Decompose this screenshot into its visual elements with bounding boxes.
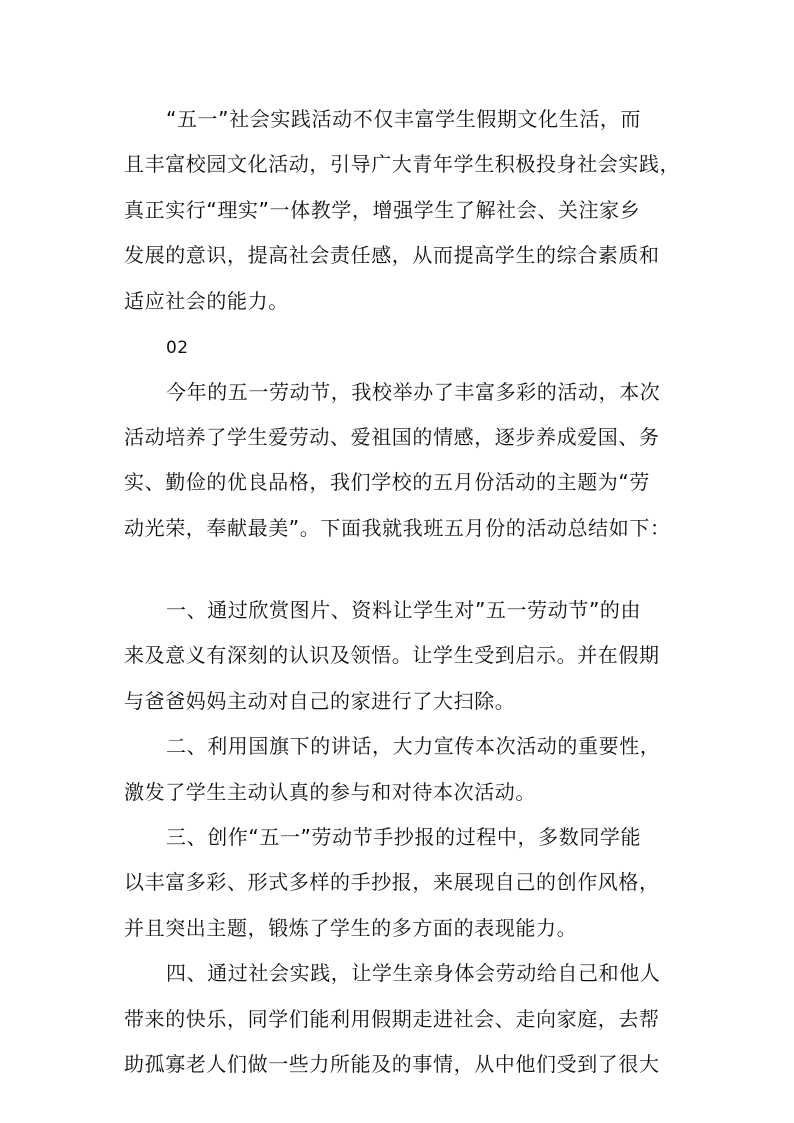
paragraph-line: 活动培养了学生爱劳动、爱祖国的情感，逐步养成爱国、务 <box>124 425 660 449</box>
paragraph-line: 并且突出主题，锻炼了学生的多方面的表现能力。 <box>124 916 578 940</box>
paragraph-line: 以丰富多彩、形式多样的手抄报，来展现自己的创作风格， <box>124 870 660 894</box>
paragraph-line: 今年的五一劳动节，我校举办了丰富多彩的活动，本次 <box>166 380 661 404</box>
paragraph-line: 适应社会的能力。 <box>124 289 289 313</box>
section-number-text: 02 <box>166 338 189 358</box>
paragraph-line: 与爸爸妈妈主动对自己的家进行了大扫除。 <box>124 689 516 713</box>
paragraph-line: 一、通过欣赏图片、资料让学生对”五一劳动节”的由 <box>166 598 642 622</box>
paragraph-line: 带来的快乐，同学们能利用假期走进社会、走向家庭，去帮 <box>124 1007 660 1031</box>
paragraph-line: 助孤寡老人们做一些力所能及的事情，从中他们受到了很大 <box>124 1052 660 1076</box>
paragraph-line: 实、勤俭的优良品格，我们学校的五月份活动的主题为“劳 <box>124 470 650 494</box>
paragraph-line: 真正实行“理实”一体教学，增强学生了解社会、关注家乡 <box>124 198 641 222</box>
paragraph-line: 激发了学生主动认真的参与和对待本次活动。 <box>124 780 536 804</box>
paragraph-line: 来及意义有深刻的认识及领悟。让学生受到启示。并在假期 <box>124 643 660 667</box>
paragraph-line: “五一”社会实践活动不仅丰富学生假期文化生活，而 <box>166 107 642 131</box>
paragraph-line: 四、通过社会实践，让学生亲身体会劳动给自己和他人 <box>166 961 661 985</box>
paragraph-line: 且丰富校园文化活动，引导广大青年学生积极投身社会实践， <box>124 152 681 176</box>
paragraph-line: 发展的意识，提高社会责任感，从而提高学生的综合素质和 <box>124 243 660 267</box>
paragraph-line: 二、利用国旗下的讲话，大力宣传本次活动的重要性， <box>166 734 661 758</box>
paragraph-line: 三、创作“五一”劳动节手抄报的过程中，多数同学能 <box>166 825 642 849</box>
paragraph-line: 动光荣，奉献最美”。下面我就我班五月份的活动总结如下： <box>124 516 671 540</box>
